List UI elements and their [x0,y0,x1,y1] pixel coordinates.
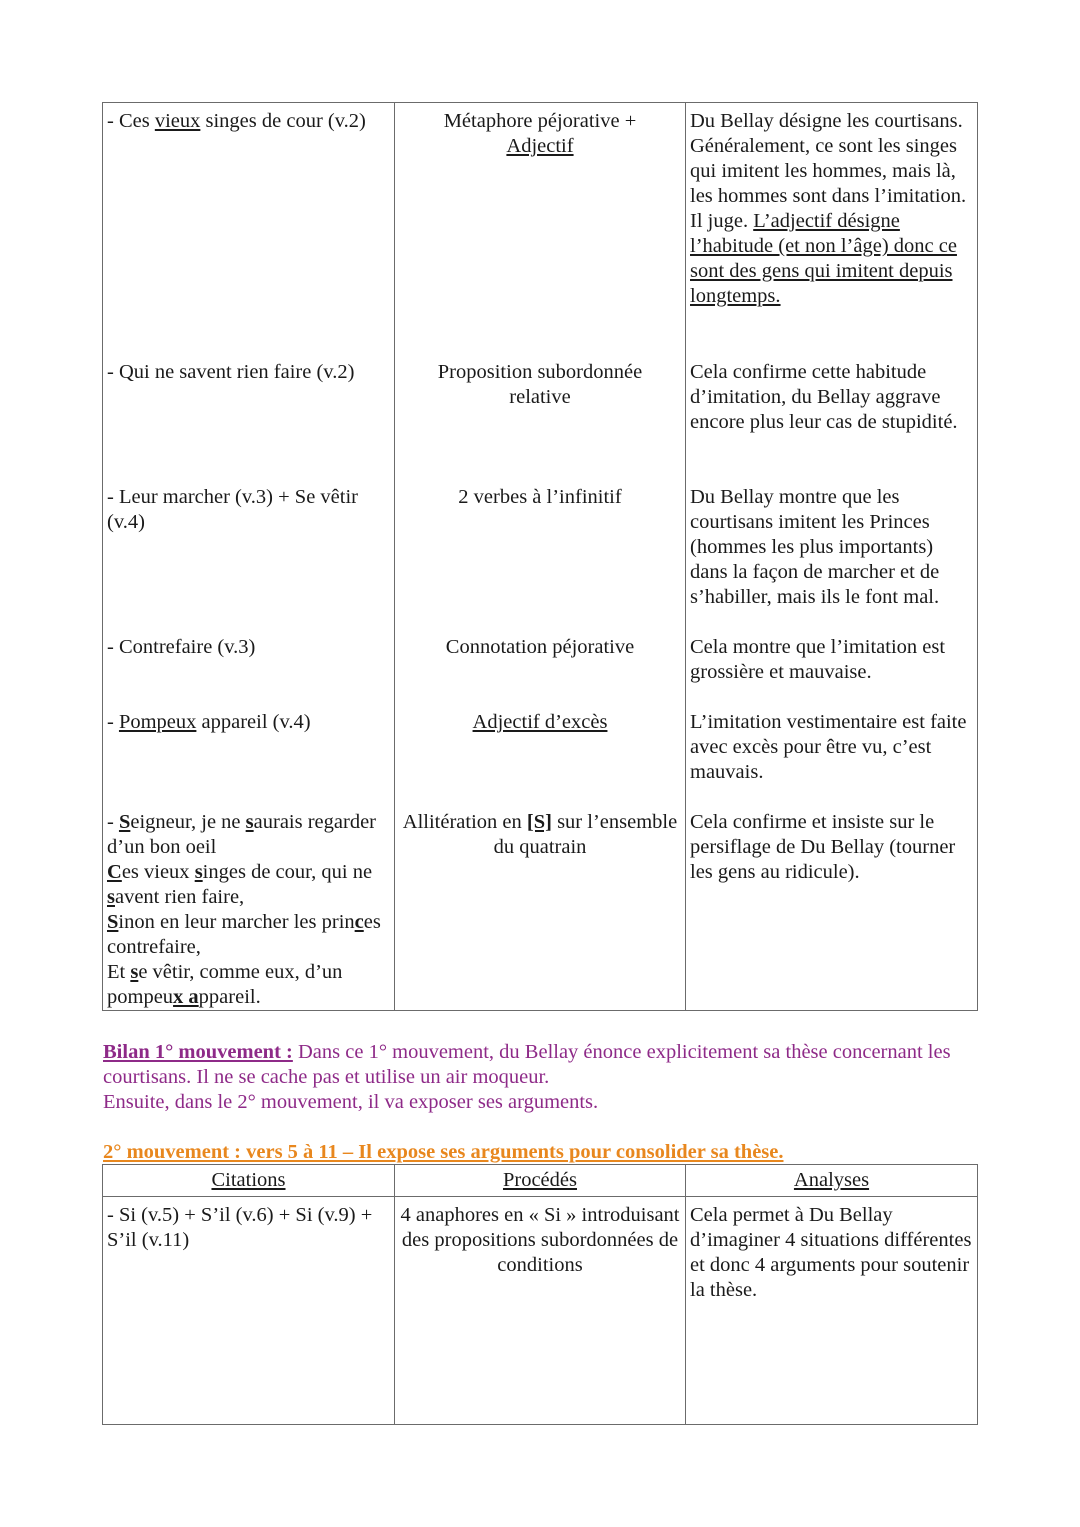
quatrain-text: inges de cour, qui ne [202,861,373,883]
procede-text: sur l’ensemble du quatrain [493,811,678,858]
analysis-table-movement-2 [102,1164,978,1425]
citation-cell: - Contrefaire (v.3) [103,631,395,706]
alliteration-letter: c [354,911,364,933]
procede-cell [395,706,686,806]
procede-bold: [S] [526,811,552,833]
citation-text: appareil (v.4) [196,711,311,733]
procede-text: Allitération en [402,811,527,833]
citation-cell [103,103,395,357]
alliteration-letter: s [245,811,254,833]
alliteration-letter: s [130,961,139,983]
alliteration-letter: x a [173,986,199,1008]
quatrain-text: eigneur, je ne [130,811,246,833]
procede-text: Proposition subordonnée relative [437,361,643,408]
citation-quatrain-cell [103,806,395,1011]
analyse-cell: Cela permet à Du Bellay d’imaginer 4 situations différentes et donc 4 arguments pour soutenir la thèse. [686,1197,978,1425]
analyse-cell [686,103,978,357]
citation-text: - Ces [107,110,155,132]
procede-cell [395,356,686,481]
header-citations [103,1165,395,1197]
analyse-cell: Cela confirme cette habitude d’imitation, du Bellay aggrave encore plus leur cas de stupidité. [686,356,978,481]
header-label: Analyses [793,1169,870,1191]
bilan-label: Bilan 1° mouvement : [103,1041,293,1063]
procede-cell: Connotation péjorative [395,631,686,706]
procede-cell: 2 verbes à l’infinitif [395,481,686,631]
table-row [103,103,978,357]
table-row [103,806,978,1011]
header-analyses [686,1165,978,1197]
header-procedes [395,1165,686,1197]
citation-cell: - Si (v.5) + S’il (v.6) + Si (v.9) + S’il (v.11) [103,1197,395,1425]
bilan-paragraph [103,1040,983,1115]
procede-cell: 4 anaphores en « Si » introduisant des propositions subordonnées de conditions [395,1197,686,1425]
procede-text: Métaphore péjorative + [443,110,637,132]
analyse-underlined: L’adjectif désigne l’habitude (et non l’âge) donc ce sont des gens qui imitent depuis longtemps. [690,210,957,307]
alliteration-letter: s [107,886,115,908]
procede-cell [395,103,686,357]
analyse-cell: Cela montre que l’imitation est grossière et mauvaise. [686,631,978,706]
bilan-text-2: Ensuite, dans le 2° mouvement, il va exposer ses arguments. [103,1091,599,1113]
quatrain-text: es vieux [121,861,195,883]
citation-underlined: vieux [154,110,201,132]
alliteration-letter: s [194,861,203,883]
bilan-text: Dans ce 1° mouvement, du Bellay énonce explicitement sa thèse concernant les courtisans. Il ne se cache pas et utilise un air moqueur. [103,1041,951,1088]
quatrain-text: inon en leur marcher les prin [118,911,355,933]
table-header-row [103,1165,978,1197]
citation-text: - [107,711,119,733]
alliteration-letter: S [107,911,119,933]
citation-cell [103,706,395,806]
table-row [103,356,978,481]
movement-2-heading: 2° mouvement : vers 5 à 11 – Il expose ses arguments pour consolider sa thèse. [103,1141,784,1163]
analyse-cell: L’imitation vestimentaire est faite avec excès pour être vu, c’est mauvais. [686,706,978,806]
quatrain-text: avent rien faire, [114,886,245,908]
analyse-cell: Cela confirme et insiste sur le persiflage de Du Bellay (tourner les gens au ridicule). [686,806,978,1011]
alliteration-letter: S [118,811,131,833]
procede-cell [395,806,686,1011]
alliteration-letter: C [107,861,122,883]
quatrain-text: aurais regarder d’un bon oeil [107,811,376,858]
header-label: Citations [211,1169,286,1191]
citation-cell: - Leur marcher (v.3) + Se vêtir (v.4) [103,481,395,631]
analyse-cell: Du Bellay montre que les courtisans imitent les Princes (hommes les plus importants) dans la façon de marcher et de s’habiller, mais ils le font mal. [686,481,978,631]
quatrain-text: es contrefaire, [107,911,381,958]
citation-cell: - Qui ne savent rien faire (v.2) [103,356,395,481]
citation-underlined: Pompeux [118,711,197,733]
citation-text: singes de cour (v.2) [200,110,366,132]
procede-underlined: Adjectif d’excès [472,711,608,733]
header-label: Procédés [502,1169,577,1191]
table-row [103,706,978,806]
table-row [103,1197,978,1425]
quatrain-text: Et [107,961,131,983]
quatrain-text: ppareil. [198,986,261,1008]
analysis-table-movement-1 [102,102,978,1011]
quatrain-text: - [107,811,119,833]
procede-underlined: Adjectif [506,135,574,157]
table-row [103,631,978,706]
quatrain-text: e vêtir, comme eux, d’un pompeu [107,961,343,1008]
table-row [103,481,978,631]
analyse-text: Du Bellay désigne les courtisans. Généralement, ce sont les singes qui imitent les hommes, mais là, les hommes sont dans l’imitation. Il juge. [690,110,967,232]
